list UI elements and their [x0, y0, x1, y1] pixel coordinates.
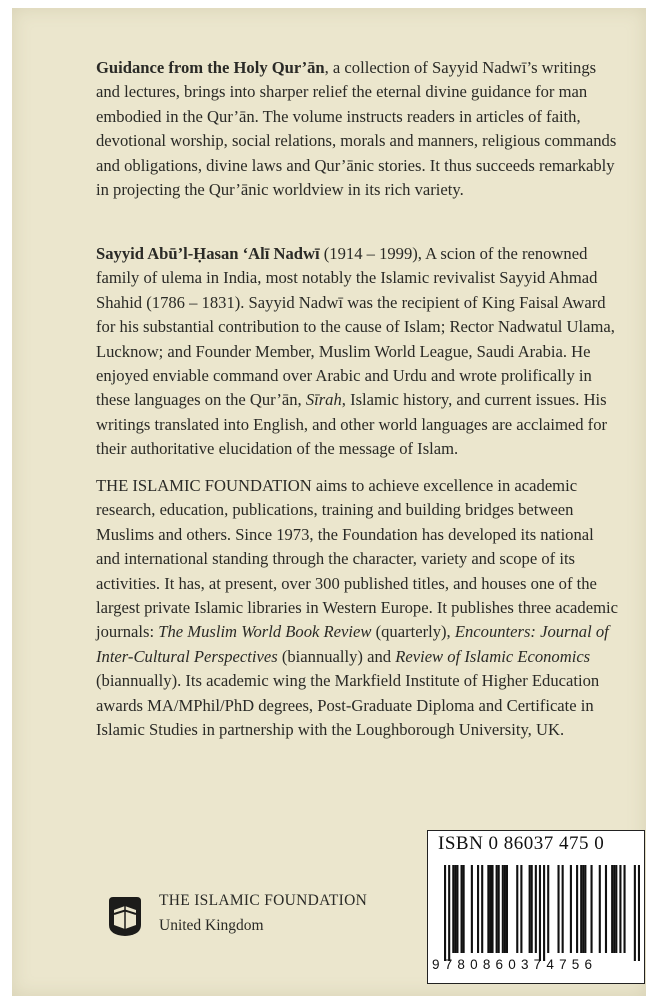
barcode-bar: [498, 865, 500, 953]
sirah-term: Sīrah: [305, 390, 342, 410]
barcode-digits: 9780860374756: [432, 957, 598, 972]
author-bio-text-a: (1914 – 1999), A scion of the renowned family of ulema in India, most notably the Islamic revivalist Sayyid Ahmad Shahid (1786 – 1831). Sayyid Nadwī was the recipient of King Faisal Award for his substantial contribution to the cause of Islam; Rector Nadwatul Ulama, Lucknow; and Founder Member, Muslim World League, Saudi Arabia. He enjoyed enviable command over Arabic and Urdu and wrote prolifically in these languages on the Qur’ān,: [96, 244, 615, 410]
barcode-bar: [448, 865, 450, 961]
barcode-bar: [463, 865, 465, 953]
barcode-bar: [623, 865, 625, 953]
barcode-bar: [461, 865, 463, 953]
barcode-bar: [456, 865, 458, 953]
barcode-bar: [520, 865, 522, 953]
foundation-info: [96, 474, 621, 742]
barcode-bar: [489, 865, 491, 953]
barcode-bar: [599, 865, 601, 953]
barcode: [444, 865, 640, 961]
barcode-bar: [531, 865, 533, 953]
barcode-bar: [557, 865, 559, 953]
barcode-bar: [613, 865, 615, 953]
barcode-bar: [529, 865, 531, 953]
barcode-bar: [619, 865, 621, 953]
barcode-bar: [570, 865, 572, 953]
barcode-bar: [491, 865, 493, 953]
barcode-bar: [444, 865, 446, 961]
barcode-bar: [504, 865, 506, 953]
foundation-text-d: (biannually). Its academic wing the Markfield Institute of Higher Education awards MA/MPhil/PhD degrees, Post-Graduate Diploma and Certificate in Islamic Studies in partnership with the Loughborough University, UK.: [96, 671, 600, 740]
author-bio: [96, 242, 621, 462]
barcode-bar: [580, 865, 582, 953]
publisher-name: THE ISLAMIC FOUNDATION: [159, 892, 368, 909]
barcode-bar: [584, 865, 586, 953]
journal-review-islamic-economics: Review of Islamic Economics: [395, 646, 591, 666]
barcode-bar: [477, 865, 479, 953]
isbn-label: ISBN 0 86037 475 0: [438, 833, 605, 854]
barcode-bar: [576, 865, 578, 953]
journal-encounters: Encounters: Journal of Inter-Cultural Perspectives: [96, 622, 609, 666]
isbn-barcode-box: [427, 830, 645, 984]
kaaba-icon: [107, 895, 143, 937]
barcode-bar: [454, 865, 456, 953]
back-cover: [12, 8, 646, 996]
barcode-bar: [615, 865, 617, 953]
barcode-bar: [471, 865, 473, 953]
book-description: [96, 56, 621, 202]
foundation-text-c: (biannually) and: [277, 646, 396, 666]
barcode-bar: [611, 865, 613, 953]
barcode-bar: [582, 865, 584, 953]
barcode-bar: [562, 865, 564, 953]
author-name: Sayyid Abū’l-Ḥasan ‘Alī Nadwī: [96, 244, 320, 263]
barcode-bar: [516, 865, 518, 953]
barcode-bar: [638, 865, 640, 961]
barcode-bar: [481, 865, 483, 953]
barcode-bar: [590, 865, 592, 953]
foundation-text-a: THE ISLAMIC FOUNDATION aims to achieve excellence in academic research, education, publications, training and building bridges between Muslims and others. Since 1973, the Foundation has developed its national and international standing through the character, variety and scope of its activities. It has, at present, over 300 published titles, and houses one of the largest private Islamic libraries in Western Europe. It publishes three academic journals:: [96, 476, 618, 642]
author-bio-text-b: , Islamic history, and current issues. His writings translated into English, and other world languages are acclaimed for their authoritative elucidation of the message of Islam.: [96, 390, 608, 459]
book-description-text: , a collection of Sayyid Nadwī’s writings and lectures, brings into sharper relief the eternal divine guidance for man embodied in the Qur’ān. The volume instructs readers in articles of faith, devotional worship, social relations, morals and manners, religious commands and obligations, divine laws and Qur’ānic stories. It thus succeeds remarkably in projecting the Qur’ānic worldview in its rich variety.: [96, 58, 617, 200]
barcode-bar: [452, 865, 454, 953]
barcode-bar: [506, 865, 508, 953]
journal-muslim-world-book-review: The Muslim World Book Review: [158, 622, 372, 642]
book-title: Guidance from the Holy Qur’ān: [96, 58, 325, 77]
barcode-bar: [535, 865, 537, 953]
foundation-text-b: (quarterly),: [371, 622, 455, 642]
barcode-bar: [487, 865, 489, 953]
barcode-bar: [502, 865, 504, 953]
barcode-bar: [547, 865, 549, 953]
barcode-bar: [539, 865, 541, 961]
barcode-bar: [605, 865, 607, 953]
publisher-block: [107, 892, 367, 952]
barcode-bar: [634, 865, 636, 961]
barcode-bar: [543, 865, 545, 961]
barcode-bar: [496, 865, 498, 953]
publisher-country: United Kingdom: [159, 917, 264, 934]
